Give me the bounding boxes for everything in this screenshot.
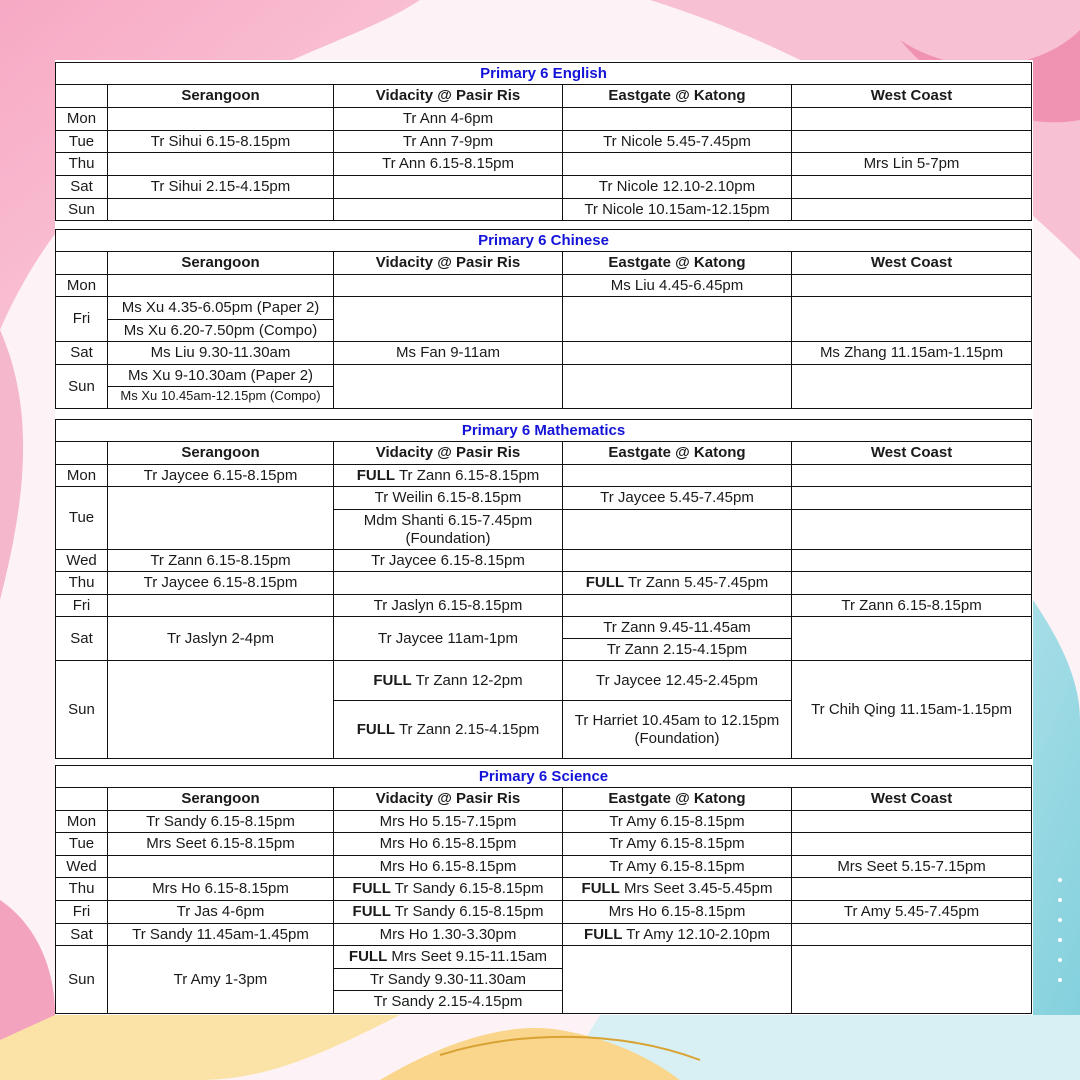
class-slot: Ms Liu 9.30-11.30am	[108, 342, 334, 365]
table-row	[56, 465, 1032, 487]
class-slot: Ms Fan 9-11am	[334, 342, 563, 365]
table-row	[56, 856, 1032, 878]
table-row	[56, 108, 1032, 131]
class-slot: Mrs Seet 6.15-8.15pm	[108, 833, 334, 856]
day-label: Tue	[56, 833, 108, 856]
chinese-table	[55, 229, 1032, 409]
col-serangoon: Serangoon	[108, 85, 334, 108]
table-row	[56, 131, 1032, 153]
table-row	[56, 153, 1032, 176]
class-slot: Tr Jaycee 12.45-2.45pm	[563, 661, 792, 701]
class-slot: Tr Amy 6.15-8.15pm	[563, 833, 792, 856]
maths-table	[55, 419, 1032, 759]
class-slot: Tr Zann 6.15-8.15pm	[792, 595, 1032, 617]
day-label: Mon	[56, 465, 108, 487]
class-slot: Ms Xu 6.20-7.50pm (Compo)	[108, 320, 334, 342]
class-slot: Tr Zann 12-2pm	[415, 671, 523, 689]
full-tag: FULL	[581, 880, 620, 897]
class-slot: Tr Nicole 12.10-2.10pm	[563, 176, 792, 199]
class-slot: Mrs Lin 5-7pm	[792, 153, 1032, 176]
class-slot: Tr Amy 5.45-7.45pm	[792, 901, 1032, 924]
class-slot: Tr Ann 7-9pm	[334, 131, 563, 153]
col-vidacity: Vidacity @ Pasir Ris	[334, 252, 563, 275]
col-vidacity: Vidacity @ Pasir Ris	[334, 788, 563, 811]
class-slot: Tr Sandy 9.30-11.30am	[334, 969, 563, 991]
col-westcoast: West Coast	[792, 85, 1032, 108]
day-label: Sun	[56, 199, 108, 221]
full-tag: FULL	[373, 671, 412, 689]
class-slot: Tr Jaslyn 6.15-8.15pm	[334, 595, 563, 617]
class-slot: Mrs Seet 5.15-7.15pm	[792, 856, 1032, 878]
chinese-title: Primary 6 Chinese	[56, 230, 1032, 252]
class-slot: Mrs Ho 5.15-7.15pm	[334, 811, 563, 833]
full-tag: FULL	[584, 925, 623, 943]
class-slot: Mrs Seet 9.15-11.15am	[391, 948, 548, 965]
full-tag: FULL	[356, 720, 396, 738]
full-tag: FULL	[348, 948, 388, 965]
col-vidacity: Vidacity @ Pasir Ris	[334, 85, 563, 108]
timetable-sheet	[55, 60, 1033, 1015]
class-slot: Tr Jaycee 6.15-8.15pm	[108, 465, 334, 487]
day-label: Fri	[56, 297, 108, 342]
class-slot: Ms Xu 10.45am-12.15pm (Compo)	[120, 388, 321, 403]
table-row	[56, 833, 1032, 856]
col-vidacity: Vidacity @ Pasir Ris	[334, 442, 563, 465]
class-slot: Mrs Ho 6.15-8.15pm	[334, 856, 563, 878]
day-label: Thu	[56, 878, 108, 901]
class-slot: Mrs Seet 3.45-5.45pm	[624, 880, 773, 897]
class-slot: Tr Zann 6.15-8.15pm	[108, 550, 334, 572]
col-westcoast: West Coast	[792, 788, 1032, 811]
class-slot: Tr Sandy 2.15-4.15pm	[334, 991, 563, 1014]
class-slot: Tr Amy 1-3pm	[108, 946, 334, 1014]
day-label: Mon	[56, 275, 108, 297]
class-slot: Tr Ann 4-6pm	[334, 108, 563, 131]
class-slot: Tr Zann 9.45-11.45am	[563, 617, 792, 639]
class-slot: Tr Sandy 6.15-8.15pm	[394, 903, 544, 920]
table-row	[56, 617, 1032, 639]
full-tag: FULL	[352, 903, 391, 920]
class-slot: Tr Jaycee 5.45-7.45pm	[563, 487, 792, 510]
class-slot: Tr Chih Qing 11.15am-1.15pm	[792, 661, 1032, 759]
day-label: Fri	[56, 901, 108, 924]
day-label: Wed	[56, 856, 108, 878]
day-label: Sat	[56, 176, 108, 199]
table-row	[56, 275, 1032, 297]
day-label: Sun	[56, 661, 108, 759]
col-eastgate: Eastgate @ Katong	[563, 442, 792, 465]
day-label: Thu	[56, 153, 108, 176]
full-tag: FULL	[356, 466, 396, 484]
col-serangoon: Serangoon	[108, 788, 334, 811]
table-row	[56, 924, 1032, 946]
class-slot: Tr Zann 6.15-8.15pm	[398, 466, 540, 484]
full-tag: FULL	[585, 574, 625, 591]
class-slot: Tr Amy 12.10-2.10pm	[626, 925, 770, 943]
table-row	[56, 661, 1032, 701]
day-label: Fri	[56, 595, 108, 617]
english-title: Primary 6 English	[56, 63, 1032, 85]
col-eastgate: Eastgate @ Katong	[563, 85, 792, 108]
class-slot: Tr Nicole 10.15am-12.15pm	[563, 199, 792, 221]
full-tag: FULL	[352, 880, 391, 897]
class-slot: Ms Zhang 11.15am-1.15pm	[792, 342, 1032, 365]
class-slot: Tr Zann 2.15-4.15pm	[398, 720, 540, 738]
day-label: Mon	[56, 108, 108, 131]
day-label: Sun	[56, 365, 108, 409]
class-slot: Tr Nicole 5.45-7.45pm	[563, 131, 792, 153]
class-slot: Mrs Ho 6.15-8.15pm	[334, 833, 563, 856]
class-slot: Tr Amy 6.15-8.15pm	[563, 856, 792, 878]
class-slot: Tr Harriet 10.45am to 12.15pm (Foundation)	[563, 701, 792, 759]
table-row	[56, 176, 1032, 199]
table-row	[56, 595, 1032, 617]
table-row	[56, 342, 1032, 365]
table-row	[56, 297, 1032, 320]
class-slot: Tr Jaslyn 2-4pm	[108, 617, 334, 661]
table-row	[56, 946, 1032, 969]
class-slot: Tr Jaycee 6.15-8.15pm	[334, 550, 563, 572]
table-row	[56, 901, 1032, 924]
col-serangoon: Serangoon	[108, 252, 334, 275]
class-slot: Tr Zann 5.45-7.45pm	[627, 574, 769, 591]
class-slot: Mrs Ho 1.30-3.30pm	[334, 924, 563, 946]
class-slot: Tr Sandy 6.15-8.15pm	[108, 811, 334, 833]
day-label: Wed	[56, 550, 108, 572]
table-row	[56, 365, 1032, 387]
class-slot: Tr Jaycee 11am-1pm	[334, 617, 563, 661]
class-slot: Tr Weilin 6.15-8.15pm	[334, 487, 563, 510]
col-eastgate: Eastgate @ Katong	[563, 252, 792, 275]
table-row	[56, 572, 1032, 595]
day-label: Mon	[56, 811, 108, 833]
maths-title: Primary 6 Mathematics	[56, 420, 1032, 442]
col-serangoon: Serangoon	[108, 442, 334, 465]
class-slot: Ms Liu 4.45-6.45pm	[563, 275, 792, 297]
science-table	[55, 765, 1032, 1014]
day-label: Sat	[56, 342, 108, 365]
class-slot: Tr Sihui 6.15-8.15pm	[108, 131, 334, 153]
table-row	[56, 487, 1032, 510]
class-slot: Tr Sandy 11.45am-1.45pm	[108, 924, 334, 946]
class-slot: Tr Sihui 2.15-4.15pm	[108, 176, 334, 199]
class-slot: Tr Jaycee 6.15-8.15pm	[108, 572, 334, 595]
class-slot: Mrs Ho 6.15-8.15pm	[108, 878, 334, 901]
day-label: Tue	[56, 487, 108, 550]
day-label: Sat	[56, 924, 108, 946]
class-slot: Mrs Ho 6.15-8.15pm	[563, 901, 792, 924]
day-label: Thu	[56, 572, 108, 595]
science-title: Primary 6 Science	[56, 766, 1032, 788]
english-table	[55, 62, 1032, 221]
class-slot: Mdm Shanti 6.15-7.45pm (Foundation)	[334, 510, 563, 550]
day-label: Tue	[56, 131, 108, 153]
col-westcoast: West Coast	[792, 252, 1032, 275]
class-slot: Ms Xu 9-10.30am (Paper 2)	[108, 365, 334, 387]
class-slot: Tr Zann 2.15-4.15pm	[563, 639, 792, 661]
table-row	[56, 550, 1032, 572]
day-label: Sun	[56, 946, 108, 1014]
class-slot: Tr Jas 4-6pm	[108, 901, 334, 924]
class-slot: Tr Amy 6.15-8.15pm	[563, 811, 792, 833]
day-label: Sat	[56, 617, 108, 661]
class-slot: Tr Ann 6.15-8.15pm	[334, 153, 563, 176]
table-row	[56, 878, 1032, 901]
class-slot: Tr Sandy 6.15-8.15pm	[394, 880, 544, 897]
col-westcoast: West Coast	[792, 442, 1032, 465]
table-row	[56, 199, 1032, 221]
col-eastgate: Eastgate @ Katong	[563, 788, 792, 811]
class-slot: Ms Xu 4.35-6.05pm (Paper 2)	[108, 297, 334, 320]
table-row	[56, 811, 1032, 833]
